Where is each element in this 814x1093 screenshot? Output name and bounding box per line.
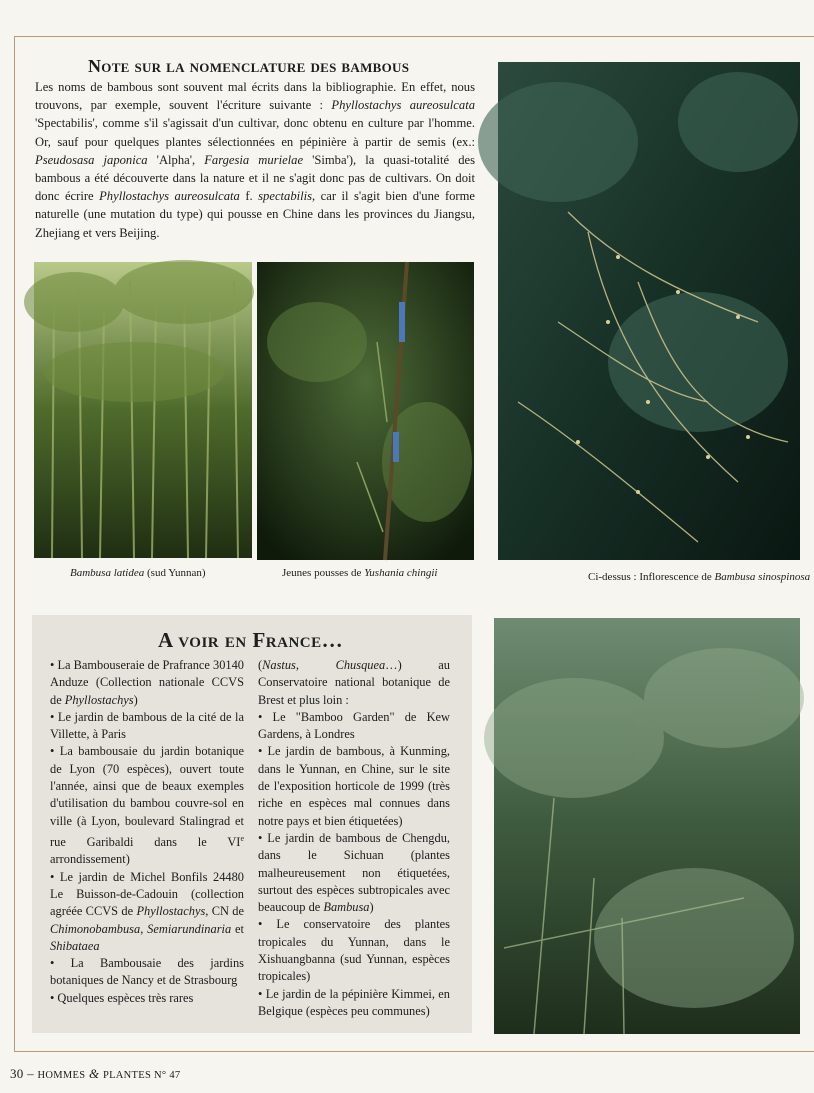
voir-list-item: • Le jardin de la pépinière Kimmei, en Belgique (espèces peu communes): [258, 986, 450, 1018]
voir-list-item: • Le jardin de bambous, à Kunming, dans le Yunnan, en Chine, sur le site de l'exposition horticole de 1999 (très riche en espèces mal connues dans notre pays et bien étiquetées): [258, 744, 450, 828]
photo-inflorescence: [498, 62, 800, 560]
caption-inflorescence: Ci-dessus : Inflorescence de Bambusa sinospinosa: [588, 571, 811, 583]
magazine-name-1: HOMMES: [37, 1070, 86, 1081]
magazine-name-2: PLANTES: [102, 1070, 152, 1081]
caption-yushania-chingii: Jeunes pousses de Yushania chingii: [282, 567, 438, 579]
photo-yushania-chingii: [257, 262, 474, 560]
voir-list-item: • Le jardin de bambous de la cité de la Villette, à Paris: [50, 709, 244, 742]
note-paragraph: Les noms de bambous sont souvent mal écrits dans la bibliographie. En effet, nous trouvons, par exemple, souvent l'écriture suivante : Phyllostachys aureosulcata 'Spectabilis', comme s'il s'agissait d'un cultivar, donc obtenu en culture par l'homme. Or, sauf pour quelques plantes sélectionnées en pépinière à partir de semis (ex.: Pseudosasa japonica 'Alpha', Fargesia murielae 'Simba'), la quasi-totalité des bambous a été découverte dans la nature et il ne s'agit donc pas de cultivars. On doit donc écrire Phyllostachys aureosulcata f. spectabilis, car il s'agit bien d'une forme naturelle (une mutation du type) qui pousse en Chine dans les provinces du Jiangsu, Zhejiang et vers Beijing.: [35, 80, 476, 240]
voir-list-item: • Quelques espèces très rares: [50, 990, 194, 1005]
voir-list-item: • La bambousaie du jardin botanique de Lyon (70 espèces), ouvert toute l'année, ainsi que de beaux exemples d'utilisation du bambou couvre-sol en ville (à Lyon, boulevard Stalingrad et rue Garibaldi dans le VIe arrondissement): [50, 744, 244, 867]
voir-list-item: • La Bambousaie des jardins botaniques de Nancy et de Strasbourg: [50, 956, 244, 988]
caption-bambusa-latidea: Bambusa latidea (sud Yunnan): [70, 567, 206, 579]
voir-list-right: [258, 657, 450, 1020]
voir-list-item: • Le conservatoire des plantes tropicales du Yunnan, dans le Xishuangbanna (sud Yunnan, espèces tropicales): [258, 917, 450, 984]
photo-bamboo-grove: [494, 618, 800, 1034]
voir-list-item: (Nastus, Chusquea…) au Conservatoire national botanique de Brest et plus loin :: [258, 658, 451, 707]
footer-dash: –: [23, 1066, 38, 1081]
magazine-ampersand: &: [85, 1066, 103, 1081]
voir-list-left: [50, 657, 244, 1007]
voir-list-item: • La Bambouseraie de Prafrance 30140 Anduze (Collection nationale CCVS de Phyllostachys): [50, 658, 244, 707]
voir-list-item: • Le jardin de Michel Bonfils 24480 Le Buisson-de-Cadouin (collection agréée CCVS de Phyllostachys, CN de Chimonobambusa, Semiarundinaria et Shibataea: [50, 869, 244, 953]
photo-bambusa-latidea: [34, 262, 252, 558]
page-footer: [10, 1066, 180, 1082]
issue-number: N° 47: [151, 1070, 181, 1081]
voir-list-item: • Le "Bamboo Garden" de Kew Gardens, à Londres: [258, 709, 450, 742]
note-title: Note sur la nomenclature des bambous: [88, 56, 410, 76]
voir-list-item: • Le jardin de bambous de Chengdu, dans le Sichuan (plantes malheureusement non étiquetées, surtout des espèces subtropicales avec beaucoup de Bambusa): [258, 830, 450, 915]
voir-en-france-title: A voir en France…: [158, 628, 344, 652]
page-number: 30: [10, 1066, 24, 1081]
